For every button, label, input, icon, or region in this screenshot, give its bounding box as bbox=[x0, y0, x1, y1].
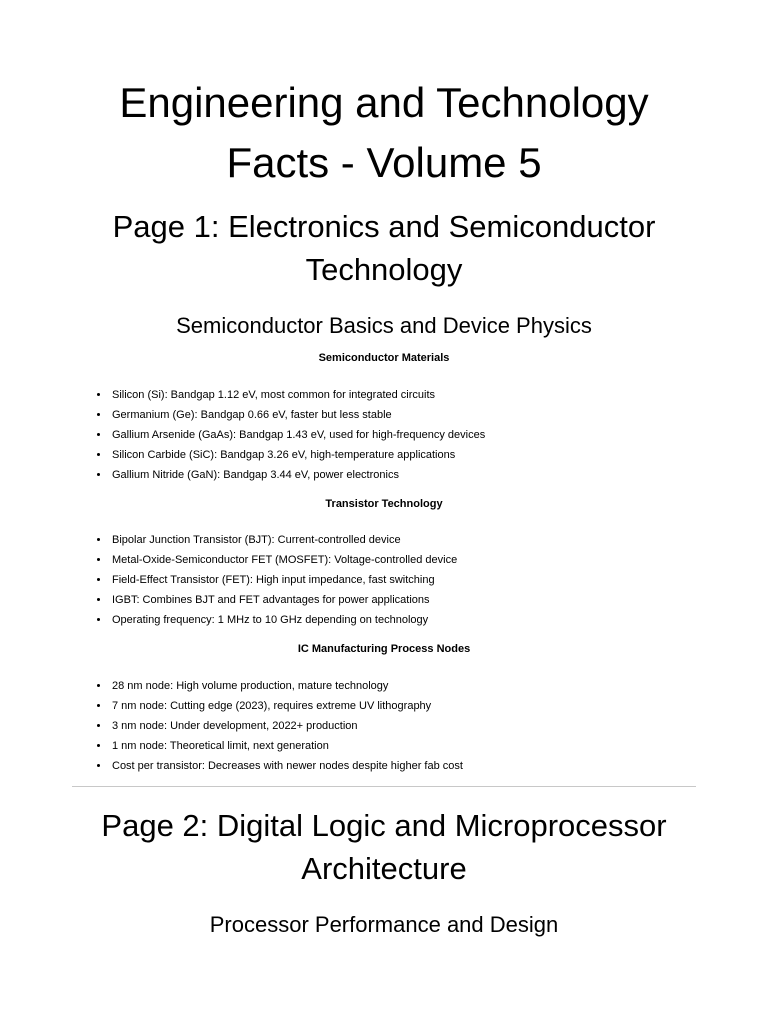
page-2-section-title: Processor Performance and Design bbox=[209, 912, 559, 937]
list-item: • IGBT: Combines BJT and FET advantages for power applications bbox=[110, 590, 696, 610]
document-title bbox=[72, 0, 696, 193]
document-title-line-2: Facts - Volume 5 bbox=[226, 139, 542, 186]
page-1-heading-line-2: Technology bbox=[305, 252, 463, 287]
list-item: • Bipolar Junction Transistor (BJT): Current-controlled device bbox=[110, 530, 696, 550]
list-item: • Metal-Oxide-Semiconductor FET (MOSFET): Voltage-controlled device bbox=[110, 550, 696, 570]
document-title-line-1: Engineering and Technology bbox=[119, 79, 649, 126]
list-item: • Operating frequency: 1 MHz to 10 GHz depending on technology bbox=[110, 610, 696, 630]
list-item: • 7 nm node: Cutting edge (2023), requires extreme UV lithography bbox=[110, 696, 696, 716]
list-item: • 1 nm node: Theoretical limit, next generation bbox=[110, 736, 696, 756]
list-item: • 3 nm node: Under development, 2022+ production bbox=[110, 716, 696, 736]
page-1-section-title: Semiconductor Basics and Device Physics bbox=[176, 313, 592, 338]
group-title-ic-process-nodes: IC Manufacturing Process Nodes bbox=[297, 643, 471, 655]
group-title-semiconductor-materials: Semiconductor Materials bbox=[318, 352, 450, 364]
list-item: • Gallium Arsenide (GaAs): Bandgap 1.43 eV, used for high-frequency devices bbox=[110, 425, 696, 445]
list-item: • 28 nm node: High volume production, mature technology bbox=[110, 676, 696, 696]
list-item: • Silicon (Si): Bandgap 1.12 eV, most common for integrated circuits bbox=[110, 385, 696, 405]
page-2-heading bbox=[72, 804, 696, 890]
list-item: • Field-Effect Transistor (FET): High input impedance, fast switching bbox=[110, 570, 696, 590]
list-item: • Germanium (Ge): Bandgap 0.66 eV, faster but less stable bbox=[110, 405, 696, 425]
semiconductor-materials-list bbox=[72, 385, 696, 485]
list-item: • Silicon Carbide (SiC): Bandgap 3.26 eV, high-temperature applications bbox=[110, 445, 696, 465]
list-item: • Gallium Nitride (GaN): Bandgap 3.44 eV, power electronics bbox=[110, 465, 696, 485]
list-item: • Cost per transistor: Decreases with newer nodes despite higher fab cost bbox=[110, 756, 696, 776]
page-1-heading bbox=[72, 205, 696, 291]
transistor-technology-list bbox=[72, 530, 696, 630]
page-2-heading-line-2: Architecture bbox=[301, 851, 467, 886]
page-divider bbox=[72, 786, 696, 787]
ic-process-nodes-list bbox=[72, 676, 696, 776]
page-2-heading-line-1: Page 2: Digital Logic and Microprocessor bbox=[101, 808, 667, 843]
page-1-heading-line-1: Page 1: Electronics and Semiconductor bbox=[112, 209, 656, 244]
group-title-transistor-technology: Transistor Technology bbox=[325, 498, 443, 510]
